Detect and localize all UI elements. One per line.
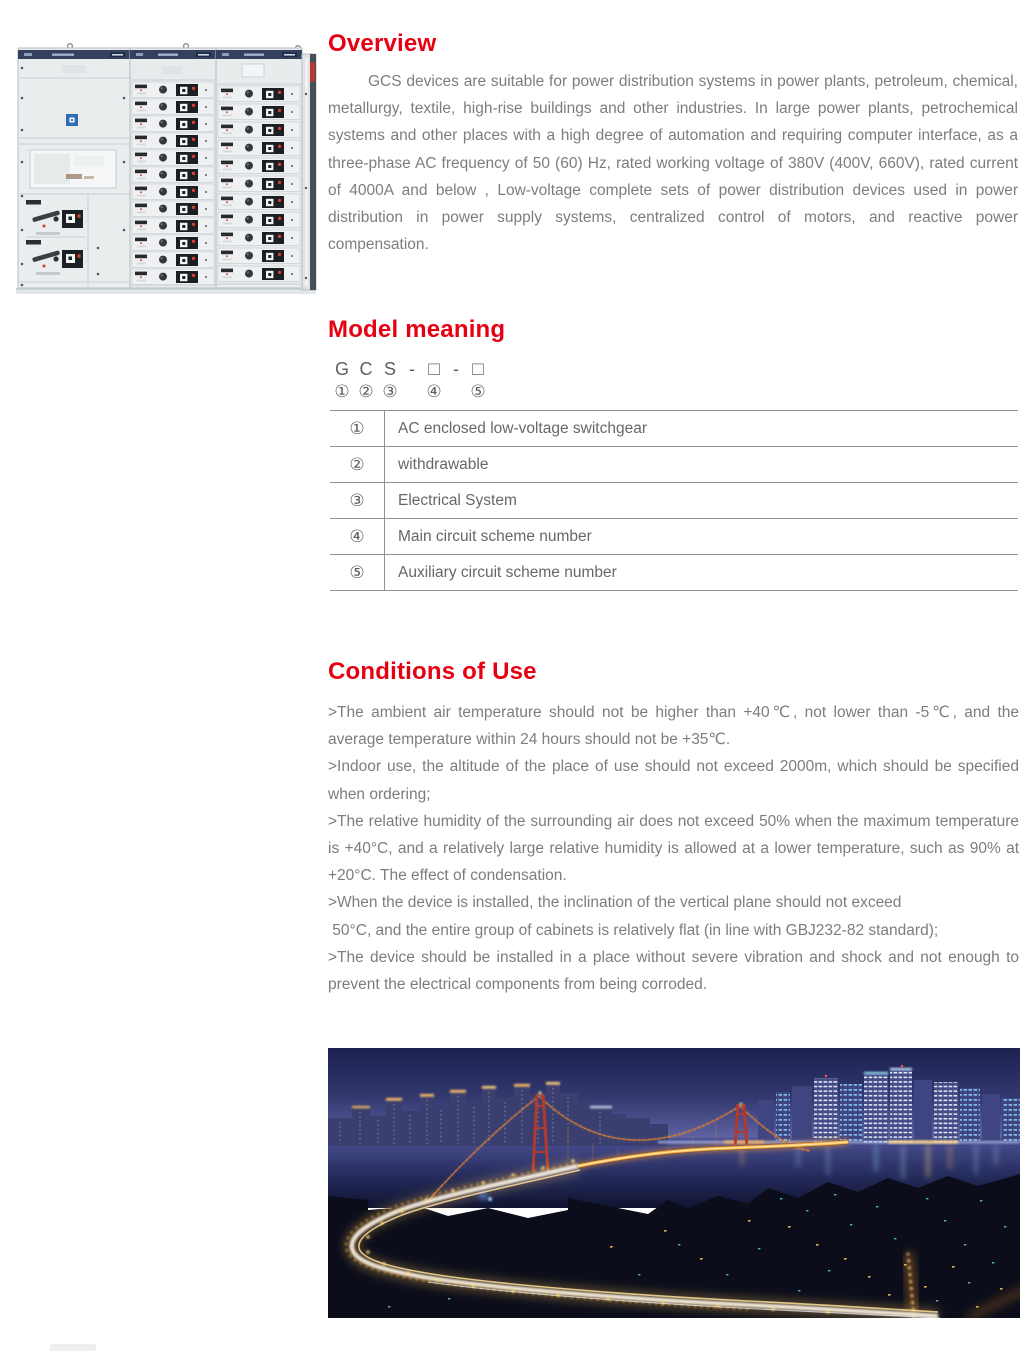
condition-item: >When the device is installed, the inclination of the vertical plane should not exceed 50°C, and the entire group of cabinets is relatively flat (in line with GBJ232-82 standard); [328, 894, 939, 939]
cabinet-right [216, 48, 302, 288]
table-row: ③ Electrical System [330, 483, 1018, 519]
circle-2: ② [358, 382, 374, 401]
model-meaning-title: Model meaning [328, 316, 506, 343]
circle-5: ⑤ [470, 382, 486, 401]
formula-scheme-box: □ [472, 359, 484, 380]
conditions-body [328, 699, 1019, 998]
cabinet-middle [130, 48, 216, 288]
cabinet-side-panel [302, 54, 316, 290]
table-row: ① AC enclosed low-voltage switchgear [330, 411, 1018, 447]
circle-4: ④ [426, 382, 442, 401]
formula-letter-g: G [334, 359, 349, 379]
circle-1: ① [334, 382, 350, 401]
condition-item: >Indoor use, the altitude of the place of use should not exceed 2000m, which should be specified when ordering; [328, 758, 1019, 803]
overview-title: Overview [328, 30, 437, 57]
formula-scheme-box: □ [428, 359, 440, 380]
conditions-title: Conditions of Use [328, 658, 537, 685]
condition-item: >The ambient air temperature should not be higher than +40℃, not lower than -5℃, and the average temperature within 24 hours should not be +35℃. [328, 704, 1019, 749]
table-row: ④ Main circuit scheme number [330, 519, 1018, 555]
condition-item: >The relative humidity of the surrounding air does not exceed 50% when the maximum temperature is +40°C, and a relatively large relative humidity is allowed at a lower temperature, such as 90% at +20°C. The effect of condensation. [328, 812, 1019, 885]
overview-paragraph: GCS devices are suitable for power distribution systems in power plants, petroleum, chemical, metallurgy, textile, high-rise buildings and other industries. In large power plants, petrochemical systems and other places with a high degree of automation and requiring computer interface, as a three-phase AC frequency of 50 (60) Hz, rated working voltage of 380V (400V, 660V), rated current of 4000A and below , Low-voltage complete sets of power distribution devices used in power distribution in power supply systems, centralized control of motors, and reactive power compensation. [328, 73, 1018, 254]
city-night-photo [328, 1048, 1020, 1318]
table-row: ② withdrawable [330, 447, 1018, 483]
bridge-cityscape-illustration [328, 1048, 1020, 1318]
condition-item: >The device should be installed in a place without severe vibration and shock and not enough to prevent the electrical components from being corroded. [328, 948, 1019, 994]
formula-dash: - [453, 359, 459, 379]
table-row: ⑤ Auxiliary circuit scheme number [330, 555, 1018, 591]
model-formula-circles [330, 381, 490, 403]
model-meaning-table [330, 410, 1018, 591]
formula-dash: - [409, 359, 415, 379]
cabinet-left [18, 48, 130, 288]
circle-3: ③ [382, 382, 398, 401]
formula-letter-c: C [359, 359, 373, 379]
model-formula [330, 358, 490, 403]
switchgear-photo [14, 38, 322, 302]
formula-letter-s: S [383, 359, 396, 379]
switchgear-cabinets-illustration [14, 38, 322, 302]
model-formula-letters [330, 358, 490, 380]
footer-faint-mark [50, 1344, 96, 1351]
